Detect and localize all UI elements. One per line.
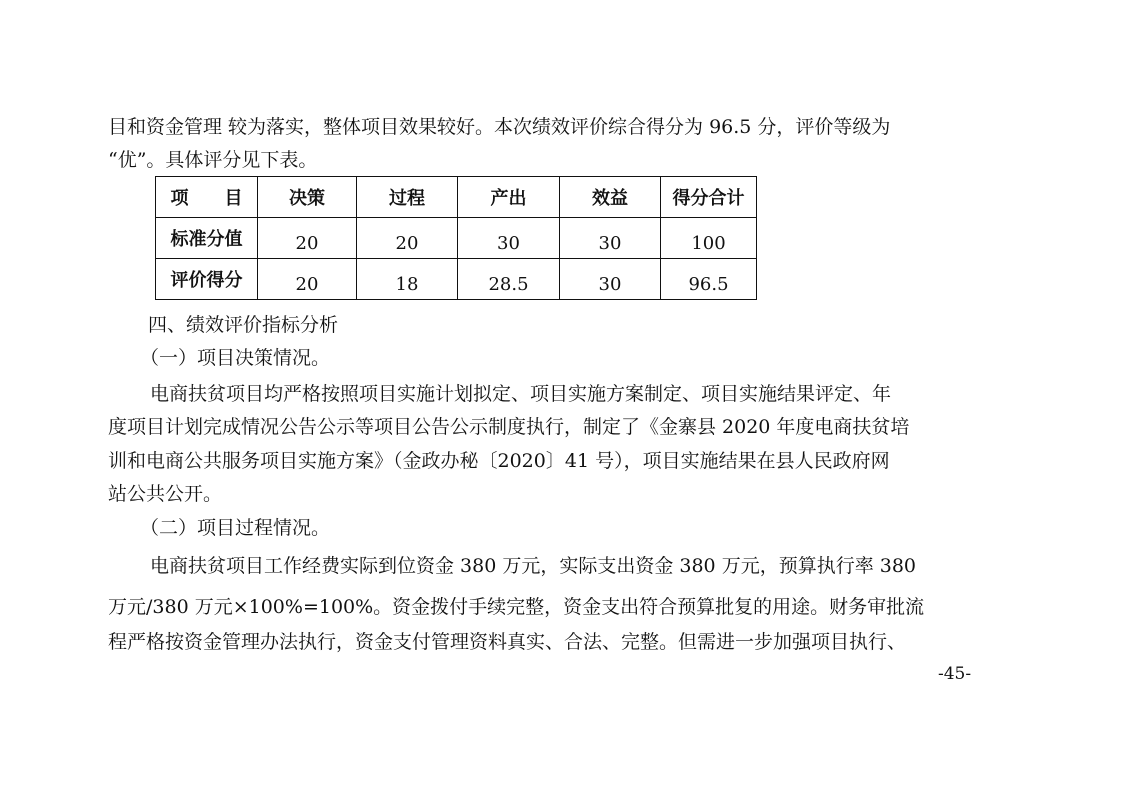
subsection-heading: （一）项目决策情况。 xyxy=(140,347,331,369)
column-header: 得分合计 xyxy=(661,177,757,218)
table-row xyxy=(156,259,757,300)
table-cell: 30 xyxy=(560,259,661,300)
row-label: 评价得分 xyxy=(156,259,258,300)
column-header: 决策 xyxy=(258,177,357,218)
header-label-cell: 项 目 xyxy=(156,177,258,218)
section-heading: 四、绩效评价指标分析 xyxy=(148,314,339,336)
paragraph-line: 万元/380 万元×100%=100%。资金拨付手续完整，资金支出符合预算批复的用途。财务审批流 xyxy=(108,596,925,618)
table-header-row xyxy=(156,177,757,218)
row-label: 标准分值 xyxy=(156,218,258,259)
table-cell: 100 xyxy=(661,218,757,259)
table-cell: 20 xyxy=(357,218,458,259)
subsection-heading: （二）项目过程情况。 xyxy=(140,517,331,539)
score-table xyxy=(155,176,757,300)
paragraph-line: 训和电商公共服务项目实施方案》（金政办秘〔2020〕41 号），项目实施结果在县人民政府网 xyxy=(108,450,890,472)
column-header: 效益 xyxy=(560,177,661,218)
paragraph-line: 电商扶贫项目均严格按照项目实施计划拟定、项目实施方案制定、项目实施结果评定、年 xyxy=(150,383,892,405)
page-number: -45- xyxy=(938,664,972,684)
column-header: 过程 xyxy=(357,177,458,218)
paragraph-line: 电商扶贫项目工作经费实际到位资金 380 万元，实际支出资金 380 万元，预算执行率 380 xyxy=(150,555,916,577)
table-cell: 30 xyxy=(458,218,560,259)
table-cell: 18 xyxy=(357,259,458,300)
table-cell: 20 xyxy=(258,259,357,300)
intro-line-1: 目和资金管理 较为落实，整体项目效果较好。本次绩效评价综合得分为 96.5 分，评价等级为 xyxy=(108,116,891,138)
table-row xyxy=(156,218,757,259)
table-cell: 96.5 xyxy=(661,259,757,300)
column-header: 产出 xyxy=(458,177,560,218)
intro-line-2: “优”。具体评分见下表。 xyxy=(108,149,318,171)
paragraph-line: 度项目计划完成情况公告公示等项目公告公示制度执行，制定了《金寨县 2020 年度电商扶贫培 xyxy=(108,416,910,438)
paragraph-line: 程严格按资金管理办法执行，资金支付管理资料真实、合法、完整。但需进一步加强项目执行、 xyxy=(108,631,907,653)
paragraph-line: 站公共公开。 xyxy=(108,483,223,505)
table-cell: 30 xyxy=(560,218,661,259)
table-cell: 28.5 xyxy=(458,259,560,300)
table-cell: 20 xyxy=(258,218,357,259)
